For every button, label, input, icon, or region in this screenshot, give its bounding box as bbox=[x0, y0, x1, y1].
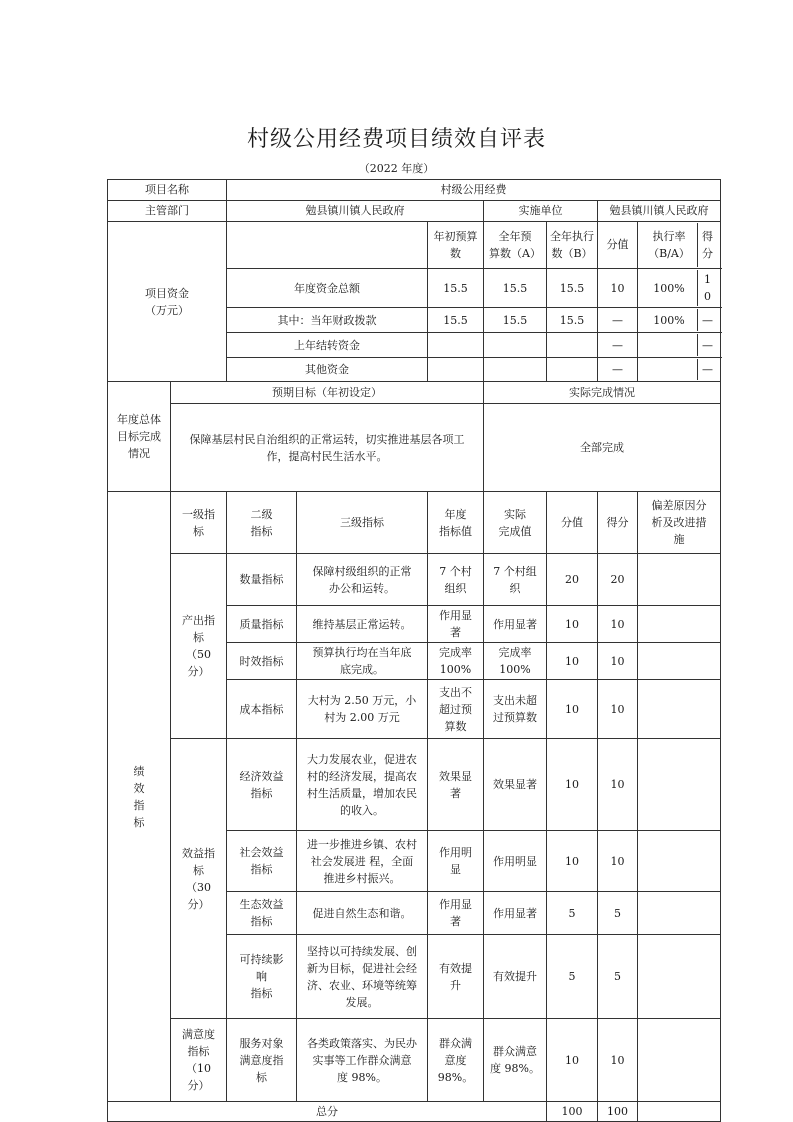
total-score: 100 bbox=[547, 1102, 598, 1122]
funds-annual-value: 15.5 bbox=[484, 308, 547, 333]
perf-item-row bbox=[108, 1019, 721, 1102]
goals-expected-text: 保障基层村民自治组织的正常运转，切实推进基层各项工 作，提高村民生活水平。 bbox=[171, 404, 484, 492]
perf-got: 5 bbox=[598, 935, 638, 1019]
perf-actual: 效果显著 bbox=[484, 739, 547, 831]
funds-got-value: — bbox=[702, 363, 714, 377]
funds-executed-value: 15.5 bbox=[547, 308, 598, 333]
perf-group-name: 效益指 标 （30 分） bbox=[171, 739, 227, 1019]
perf-score: 5 bbox=[547, 892, 598, 935]
funds-annual-value bbox=[484, 358, 547, 382]
goals-content-row bbox=[108, 404, 721, 492]
funds-score-value: 10 bbox=[598, 269, 638, 308]
funds-header-initial: 年初预算数 bbox=[428, 222, 484, 269]
funds-row-name: 年度资金总额 bbox=[227, 269, 428, 308]
perf-got: 10 bbox=[598, 606, 638, 643]
perf-level3: 各类政策落实、为民办 实事等工作群众满意 度 98%。 bbox=[297, 1019, 428, 1102]
funds-annual-value bbox=[484, 333, 547, 358]
funds-header-annual: 全年预 算数（A） bbox=[484, 222, 547, 269]
perf-header-got: 得分 bbox=[598, 492, 638, 554]
perf-level3: 进一步推进乡镇、农村 社会发展进 程，全面 推进乡村振兴。 bbox=[297, 831, 428, 892]
funds-initial-value: 15.5 bbox=[428, 308, 484, 333]
perf-actual: 作用显著 bbox=[484, 606, 547, 643]
goals-label: 年度总体 目标完成 情况 bbox=[108, 382, 171, 492]
perf-deviation bbox=[638, 831, 721, 892]
perf-target: 7 个村 组织 bbox=[428, 554, 484, 606]
perf-actual: 7 个村组 织 bbox=[484, 554, 547, 606]
perf-level3: 促进自然生态和谐。 bbox=[297, 892, 428, 935]
perf-deviation bbox=[638, 554, 721, 606]
funds-header-score: 分值 bbox=[598, 222, 638, 269]
perf-level3: 大力发展农业，促进农 村的经济发展，提高农 村生活质量，增加农民 的收入。 bbox=[297, 739, 428, 831]
funds-executed-value bbox=[547, 333, 598, 358]
funds-rate-value bbox=[641, 359, 698, 380]
perf-got: 10 bbox=[598, 739, 638, 831]
perf-got: 5 bbox=[598, 892, 638, 935]
funds-header-subtable bbox=[641, 223, 717, 267]
perf-group-name: 满意度 指标 （10 分） bbox=[171, 1019, 227, 1102]
funds-rate-got-split bbox=[638, 269, 721, 308]
funds-rate-got-subtable bbox=[641, 309, 717, 331]
funds-row-name: 其他资金 bbox=[227, 358, 428, 382]
perf-header-target: 年度 指标值 bbox=[428, 492, 484, 554]
perf-item-row bbox=[108, 739, 721, 831]
perf-header-row bbox=[108, 492, 721, 554]
perf-deviation bbox=[638, 680, 721, 739]
dept-label: 主管部门 bbox=[108, 201, 227, 222]
page-title: 村级公用经费项目绩效自评表 bbox=[246, 127, 546, 152]
perf-deviation bbox=[638, 739, 721, 831]
funds-got-value: — bbox=[702, 313, 714, 327]
goals-header-row bbox=[108, 382, 721, 404]
perf-group-name: 产出指 标 （50 分） bbox=[171, 554, 227, 739]
perf-level3: 维持基层正常运转。 bbox=[297, 606, 428, 643]
funds-rate-got-subtable bbox=[641, 270, 717, 306]
perf-actual: 支出未超 过预算数 bbox=[484, 680, 547, 739]
funds-score-value: — bbox=[598, 333, 638, 358]
perf-deviation bbox=[638, 643, 721, 680]
perf-level2: 服务对象 满意度指 标 bbox=[227, 1019, 297, 1102]
project-name-row bbox=[108, 180, 721, 201]
perf-target: 作用显 著 bbox=[428, 606, 484, 643]
project-name-label: 项目名称 bbox=[108, 180, 227, 201]
funds-initial-value bbox=[428, 333, 484, 358]
project-name-value: 村级公用经费 bbox=[227, 180, 721, 201]
impl-unit-value: 勉县镇川镇人民政府 bbox=[598, 201, 721, 222]
funds-header-split bbox=[638, 222, 721, 269]
perf-level2: 质量指标 bbox=[227, 606, 297, 643]
total-got: 100 bbox=[598, 1102, 638, 1122]
funds-header-rate: 执行率 （B/A） bbox=[641, 223, 698, 267]
perf-actual: 群众满意 度 98%。 bbox=[484, 1019, 547, 1102]
perf-got: 10 bbox=[598, 831, 638, 892]
funds-rate-got-subtable bbox=[641, 359, 717, 380]
perf-level2: 成本指标 bbox=[227, 680, 297, 739]
self-evaluation-table bbox=[107, 179, 721, 1122]
funds-rate-value: 100% bbox=[641, 309, 698, 331]
perf-item-row bbox=[108, 554, 721, 606]
funds-score-value: — bbox=[598, 358, 638, 382]
funds-header-blank bbox=[227, 222, 428, 269]
funds-label: 项目资金 （万元） bbox=[108, 222, 227, 382]
goals-actual-label: 实际完成情况 bbox=[484, 382, 721, 404]
funds-annual-value: 15.5 bbox=[484, 269, 547, 308]
perf-deviation bbox=[638, 892, 721, 935]
goals-expected-label: 预期目标（年初设定） bbox=[171, 382, 484, 404]
funds-rate-value: 100% bbox=[641, 270, 698, 306]
perf-header-deviation: 偏差原因分 析及改进措 施 bbox=[638, 492, 721, 554]
impl-unit-label: 实施单位 bbox=[484, 201, 598, 222]
perf-header-actual: 实际 完成值 bbox=[484, 492, 547, 554]
perf-header-score: 分值 bbox=[547, 492, 598, 554]
funds-row-name: 其中：当年财政拨款 bbox=[227, 308, 428, 333]
perf-actual: 作用显著 bbox=[484, 892, 547, 935]
perf-got: 10 bbox=[598, 680, 638, 739]
perf-level2: 时效指标 bbox=[227, 643, 297, 680]
perf-actual: 作用明显 bbox=[484, 831, 547, 892]
perf-level2: 可持续影 响 指标 bbox=[227, 935, 297, 1019]
perf-score: 10 bbox=[547, 643, 598, 680]
perf-target: 完成率 100% bbox=[428, 643, 484, 680]
funds-rate-got-subtable bbox=[641, 334, 717, 356]
perf-header-level1: 一级指 标 bbox=[171, 492, 227, 554]
perf-actual: 完成率 100% bbox=[484, 643, 547, 680]
perf-score: 5 bbox=[547, 935, 598, 1019]
perf-score: 10 bbox=[547, 831, 598, 892]
perf-level3: 保障村级组织的正常 办公和运转。 bbox=[297, 554, 428, 606]
funds-got-value: 10 bbox=[704, 273, 712, 304]
total-label: 总分 bbox=[108, 1102, 547, 1122]
total-deviation bbox=[638, 1102, 721, 1122]
funds-rate-got-split bbox=[638, 358, 721, 382]
perf-target: 支出不 超过预 算数 bbox=[428, 680, 484, 739]
funds-header-executed: 全年执行 数（B） bbox=[547, 222, 598, 269]
perf-target: 群众满 意度 98%。 bbox=[428, 1019, 484, 1102]
perf-level2: 经济效益 指标 bbox=[227, 739, 297, 831]
funds-rate-got-split bbox=[638, 333, 721, 358]
perf-score: 10 bbox=[547, 739, 598, 831]
perf-deviation bbox=[638, 606, 721, 643]
total-row bbox=[108, 1102, 721, 1122]
perf-score: 10 bbox=[547, 606, 598, 643]
perf-level2: 数量指标 bbox=[227, 554, 297, 606]
perf-level3: 大村为 2.50 万元，小 村为 2.00 万元 bbox=[297, 680, 428, 739]
perf-score: 10 bbox=[547, 1019, 598, 1102]
funds-executed-value: 15.5 bbox=[547, 269, 598, 308]
perf-label: 绩 效 指 标 bbox=[108, 492, 171, 1102]
perf-header-level3: 三级指标 bbox=[297, 492, 428, 554]
perf-got: 20 bbox=[598, 554, 638, 606]
perf-level2: 社会效益 指标 bbox=[227, 831, 297, 892]
perf-deviation bbox=[638, 1019, 721, 1102]
perf-header-level2: 二级 指标 bbox=[227, 492, 297, 554]
perf-level3: 预算执行均在当年底 底完成。 bbox=[297, 643, 428, 680]
perf-got: 10 bbox=[598, 1019, 638, 1102]
funds-score-value: — bbox=[598, 308, 638, 333]
funds-rate-value bbox=[641, 334, 698, 356]
year-subtitle: （2022 年度） bbox=[358, 162, 435, 175]
perf-level3: 坚持以可持续发展、创 新为目标，促进社会经 济、农业、环境等统筹 发展。 bbox=[297, 935, 428, 1019]
dept-value: 勉县镇川镇人民政府 bbox=[227, 201, 484, 222]
funds-initial-value: 15.5 bbox=[428, 269, 484, 308]
funds-rate-got-split bbox=[638, 308, 721, 333]
perf-level2: 生态效益 指标 bbox=[227, 892, 297, 935]
funds-executed-value bbox=[547, 358, 598, 382]
perf-score: 20 bbox=[547, 554, 598, 606]
perf-target: 有效提 升 bbox=[428, 935, 484, 1019]
goals-actual-text: 全部完成 bbox=[484, 404, 721, 492]
funds-got-value: — bbox=[702, 338, 714, 352]
perf-target: 效果显 著 bbox=[428, 739, 484, 831]
perf-deviation bbox=[638, 935, 721, 1019]
funds-header-row bbox=[108, 222, 721, 269]
perf-got: 10 bbox=[598, 643, 638, 680]
perf-target: 作用明 显 bbox=[428, 831, 484, 892]
perf-score: 10 bbox=[547, 680, 598, 739]
funds-initial-value bbox=[428, 358, 484, 382]
dept-row bbox=[108, 201, 721, 222]
funds-header-got: 得分 bbox=[702, 229, 714, 260]
perf-target: 作用显 著 bbox=[428, 892, 484, 935]
funds-row-name: 上年结转资金 bbox=[227, 333, 428, 358]
perf-actual: 有效提升 bbox=[484, 935, 547, 1019]
